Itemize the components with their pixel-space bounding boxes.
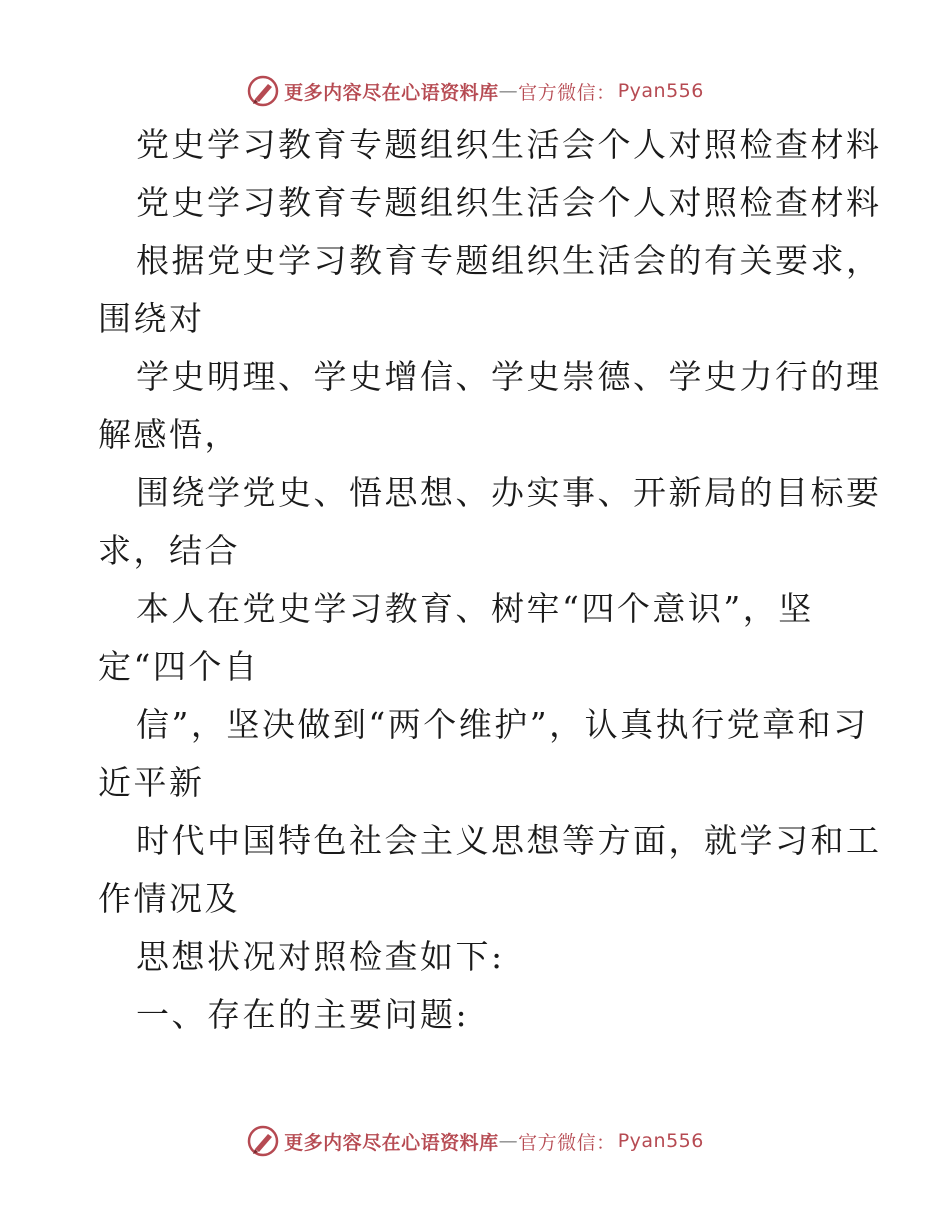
watermark-site: 更多内容尽在心语资料库 [284, 1131, 499, 1154]
pen-logo-icon [246, 74, 280, 108]
paragraph-line: 信”，坚决做到“两个维护”，认真执行党章和习 [136, 705, 869, 744]
watermark-separator: — [498, 80, 519, 102]
pen-logo-icon [246, 1124, 280, 1158]
document-title: 党史学习教育专题组织生活会个人对照检查材料 [136, 125, 882, 164]
paragraph-line: 定“四个自 [98, 647, 260, 686]
paragraph-line: 时代中国特色社会主义思想等方面，就学习和工 [136, 821, 882, 860]
paragraph-line: 围绕学党史、悟思想、办实事、开新局的目标要 [136, 473, 882, 512]
document-title-repeat: 党史学习教育专题组织生活会个人对照检查材料 [136, 183, 882, 222]
paragraph-line: 学史明理、学史增信、学史崇德、学史力行的理 [136, 357, 882, 396]
watermark-separator: — [498, 1130, 519, 1152]
paragraph-line: 围绕对 [98, 299, 205, 338]
watermark-account: Pyan556 [617, 80, 704, 102]
section-heading: 一、存在的主要问题: [136, 995, 470, 1034]
watermark-banner-top [0, 71, 950, 111]
paragraph-line: 根据党史学习教育专题组织生活会的有关要求， [136, 241, 882, 280]
paragraph-line: 本人在党史学习教育、树牢“四个意识”，坚 [136, 589, 814, 628]
watermark-banner-bottom [0, 1121, 950, 1161]
watermark-label: 官方微信： [518, 1131, 616, 1154]
watermark-label: 官方微信： [518, 81, 616, 104]
paragraph-line: 求，结合 [98, 531, 240, 570]
paragraph-line: 解感悟， [98, 415, 240, 454]
paragraph-line: 近平新 [98, 763, 205, 802]
paragraph-line: 思想状况对照检查如下: [136, 937, 505, 976]
watermark-account: Pyan556 [617, 1130, 704, 1152]
document-body [98, 125, 882, 1054]
watermark-site: 更多内容尽在心语资料库 [284, 81, 499, 104]
paragraph-line: 作情况及 [98, 879, 240, 918]
